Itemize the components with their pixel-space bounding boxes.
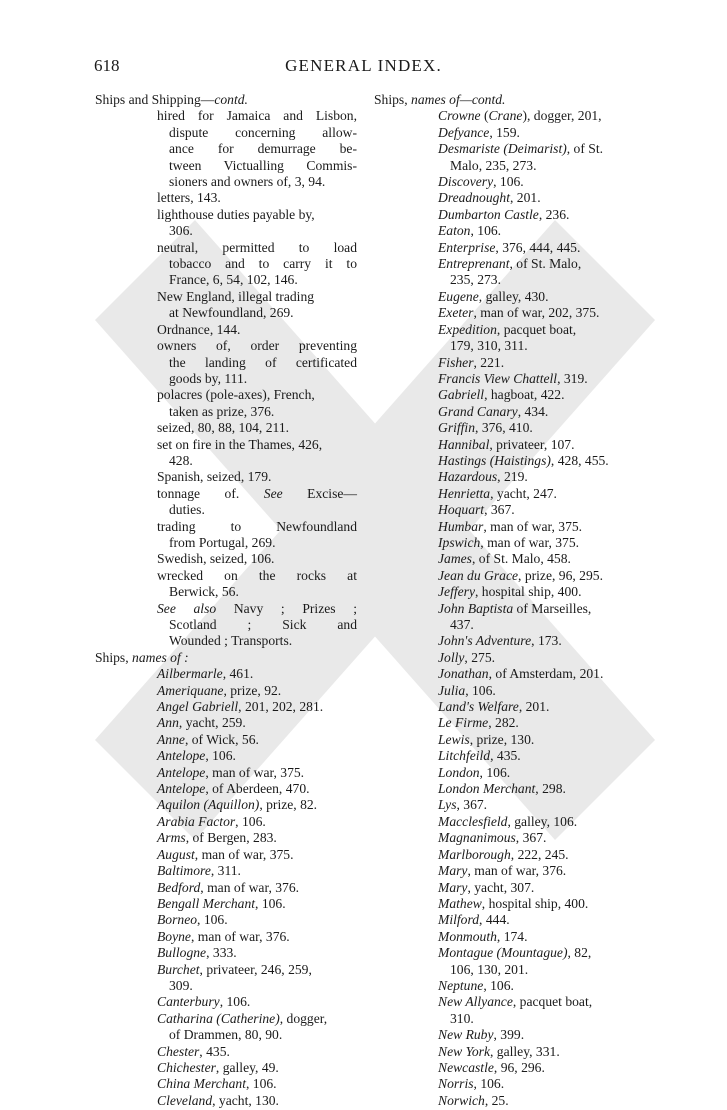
- ship-entry-cont: 235, 273.: [450, 272, 501, 288]
- ship-entry: Bengall Merchant, 106.: [157, 895, 286, 911]
- ship-entry: Canterbury, 106.: [157, 994, 251, 1010]
- index-subentry-cont: dispute concerning allow-: [169, 124, 357, 140]
- running-title: GENERAL INDEX.: [285, 56, 442, 75]
- ship-entry: Dumbarton Castle, 236.: [438, 206, 570, 222]
- ship-entry: Catharina (Catherine), dogger,: [157, 1010, 328, 1026]
- index-subentry: letters, 143.: [157, 190, 221, 206]
- index-subentry-cont: ance for demurrage be-: [169, 141, 357, 157]
- index-see-also-cont: Wounded ; Transports.: [169, 633, 293, 649]
- ship-entry: Burchet, privateer, 246, 259,: [157, 961, 312, 977]
- ship-entry: New Ruby, 399.: [438, 1027, 525, 1043]
- ship-entry: Bullogne, 333.: [157, 945, 237, 961]
- ship-entry: August, man of war, 375.: [157, 846, 294, 862]
- index-subentry-cont: France, 6, 54, 102, 146.: [169, 272, 298, 288]
- ship-entry: Grand Canary, 434.: [438, 403, 549, 419]
- ship-entry: Entreprenant, of St. Malo,: [438, 256, 582, 272]
- ship-entry-cont: 179, 310, 311.: [450, 338, 528, 354]
- ship-entry: Jolly, 275.: [438, 649, 496, 665]
- index-heading: Ships, names of—contd.: [374, 92, 506, 107]
- ship-entry: Montague (Mountague), 82,: [438, 945, 592, 961]
- index-subentry: Ordnance, 144.: [157, 321, 241, 337]
- ship-entry-cont: 309.: [169, 977, 193, 993]
- ship-entry: Angel Gabriell, 201, 202, 281.: [157, 699, 324, 715]
- index-subentry: wrecked on the rocks at: [157, 567, 357, 583]
- ship-entry: Arabia Factor, 106.: [157, 813, 266, 829]
- index-subentry: trading to Newfoundland: [157, 518, 357, 534]
- index-subentry-cont: sioners and owners of, 3, 94.: [169, 174, 326, 190]
- ship-entry: Milford, 444.: [438, 912, 510, 928]
- index-subentry: New England, illegal trading: [157, 288, 315, 304]
- ship-entry-cont: of Drammen, 80, 90.: [169, 1027, 283, 1043]
- ship-entry: Ann, yacht, 259.: [157, 715, 246, 731]
- index-subentry-cont: at Newfoundland, 269.: [169, 305, 294, 321]
- ship-entry: Boyne, man of war, 376.: [157, 928, 290, 944]
- index-subentry: tonnage of. See Excise—: [157, 485, 358, 501]
- index-subentry-cont: duties.: [169, 502, 205, 518]
- ship-entry: James, of St. Malo, 458.: [438, 551, 571, 567]
- ship-entry: Jeffery, hospital ship, 400.: [438, 584, 582, 600]
- ship-entry: Arms, of Bergen, 283.: [157, 830, 277, 846]
- ship-entry: Lys, 367.: [438, 797, 488, 813]
- ship-entry: John's Adventure, 173.: [438, 633, 562, 649]
- ship-entry: Humbar, man of war, 375.: [438, 518, 583, 534]
- ship-entry: London, 106.: [438, 764, 511, 780]
- ship-entry: Marlborough, 222, 245.: [438, 846, 569, 862]
- ship-entry: Expedition, pacquet boat,: [438, 321, 577, 337]
- ship-entry: China Merchant, 106.: [157, 1076, 277, 1092]
- ship-entry: Magnanimous, 367.: [438, 830, 547, 846]
- ship-entry: Macclesfield, galley, 106.: [438, 813, 578, 829]
- ship-entry: Borneo, 106.: [157, 912, 228, 928]
- index-see-also: See also Navy ; Prizes ;: [157, 600, 357, 616]
- ship-entry: Monmouth, 174.: [438, 928, 528, 944]
- ship-entry: Gabriell, hagboat, 422.: [438, 387, 565, 403]
- index-subentry-cont: 428.: [169, 452, 193, 468]
- ship-entry-cont: 106, 130, 201.: [450, 961, 529, 977]
- index-subentry: seized, 80, 88, 104, 211.: [157, 420, 290, 436]
- ship-entry: Hannibal, privateer, 107.: [438, 436, 575, 452]
- ship-entry: Cleveland, yacht, 130.: [157, 1092, 279, 1108]
- ship-entry: Le Firme, 282.: [438, 715, 519, 731]
- ship-entry: New York, galley, 331.: [438, 1043, 560, 1059]
- ship-entry: Fisher, 221.: [438, 354, 505, 370]
- ship-entry: Baltimore, 311.: [157, 863, 241, 879]
- ship-entry: Hoquart, 367.: [438, 502, 515, 518]
- ship-entry: Defyance, 159.: [438, 124, 520, 140]
- ship-entry-cont: Malo, 235, 273.: [450, 157, 537, 173]
- index-column-left: [95, 92, 357, 1109]
- ship-entry: Enterprise, 376, 444, 445.: [438, 239, 581, 255]
- index-column-right: [374, 92, 636, 1109]
- ship-entry: Aquilon (Aquillon), prize, 82.: [157, 797, 318, 813]
- ship-entry: Mary, yacht, 307.: [438, 879, 535, 895]
- index-see-also-cont: Scotland ; Sick and: [169, 617, 357, 632]
- ship-entry: Norwich, 25.: [438, 1092, 509, 1108]
- index-subentry-cont: tween Victualling Commis-: [169, 157, 357, 173]
- ship-entry: Anne, of Wick, 56.: [157, 731, 259, 747]
- ship-entry: Eaton, 106.: [438, 223, 502, 239]
- ship-entry: Francis View Chattell, 319.: [438, 370, 588, 386]
- ship-entry: Ameriquane, prize, 92.: [157, 682, 282, 698]
- index-subentry: Spanish, seized, 179.: [157, 469, 272, 485]
- ship-entry: London Merchant, 298.: [438, 781, 566, 797]
- ship-entry: Hastings (Haistings), 428, 455.: [438, 452, 609, 468]
- ship-entry: Chester, 435.: [157, 1043, 230, 1059]
- index-subentry-cont: the landing of certificated: [169, 354, 357, 370]
- ship-entry-cont: 310.: [450, 1010, 474, 1026]
- ship-entry: Chichester, galley, 49.: [157, 1059, 279, 1075]
- ship-entry: Neptune, 106.: [438, 977, 514, 993]
- ship-entry: John Baptista of Marseilles,: [438, 600, 592, 616]
- ship-entry: Antelope, of Aberdeen, 470.: [157, 781, 310, 797]
- ship-entry: Henrietta, yacht, 247.: [438, 485, 557, 501]
- ship-entry: Crowne (Crane), dogger, 201,: [438, 108, 602, 124]
- index-subentry: hired for Jamaica and Lisbon,: [157, 108, 357, 124]
- ship-entry-cont: 437.: [450, 617, 474, 632]
- ship-entry: Ailbermarle, 461.: [157, 666, 254, 682]
- ship-entry: Mary, man of war, 376.: [438, 863, 567, 879]
- index-subentry-cont: tobacco and to carry it to: [169, 256, 357, 272]
- index-subentry-cont: from Portugal, 269.: [169, 534, 276, 550]
- ship-entry: Antelope, 106.: [157, 748, 236, 764]
- ship-entry: Julia, 106.: [438, 682, 496, 698]
- ship-entry: Ipswich, man of war, 375.: [438, 534, 580, 550]
- ship-entry: Mathew, hospital ship, 400.: [438, 895, 589, 911]
- index-subentry: neutral, permitted to load: [157, 239, 357, 255]
- index-subentry: lighthouse duties payable by,: [157, 206, 315, 222]
- ship-entry: Newcastle, 96, 296.: [438, 1059, 545, 1075]
- ship-entry: Antelope, man of war, 375.: [157, 764, 305, 780]
- index-subentry: owners of, order preventing: [157, 338, 357, 354]
- index-subentry: Swedish, seized, 106.: [157, 551, 275, 567]
- index-subentry-cont: goods by, 111.: [169, 370, 248, 386]
- ship-entry: Griffin, 376, 410.: [438, 420, 533, 436]
- ship-entry: Jonathan, of Amsterdam, 201.: [438, 666, 604, 682]
- ship-entry: Discovery, 106.: [438, 174, 524, 190]
- ship-entry: Bedford, man of war, 376.: [157, 879, 300, 895]
- index-subentry-cont: taken as prize, 376.: [169, 403, 275, 419]
- ship-entry: Lewis, prize, 130.: [438, 731, 535, 747]
- index-heading: Ships, names of :: [95, 649, 189, 665]
- ship-entry: Dreadnought, 201.: [438, 190, 541, 206]
- ship-entry: New Allyance, pacquet boat,: [438, 994, 593, 1010]
- ship-entry: Norris, 106.: [438, 1076, 505, 1092]
- ship-entry: Exeter, man of war, 202, 375.: [438, 305, 600, 321]
- ship-entry: Litchfeild, 435.: [438, 748, 521, 764]
- index-heading: Ships and Shipping—contd.: [95, 92, 248, 107]
- page-header: [0, 56, 727, 86]
- ship-entry: Hazardous, 219.: [438, 469, 528, 485]
- ship-entry: Eugene, galley, 430.: [438, 288, 549, 304]
- ship-entry: Desmariste (Deimarist), of St.: [438, 141, 604, 157]
- index-subentry: set on fire in the Thames, 426,: [157, 436, 323, 452]
- index-subentry-cont: Berwick, 56.: [169, 584, 239, 600]
- index-subentry: polacres (pole-axes), French,: [157, 387, 315, 403]
- ship-entry: Land's Welfare, 201.: [438, 699, 550, 715]
- ship-entry: Jean du Grace, prize, 96, 295.: [438, 567, 603, 583]
- page-number: 618: [94, 56, 120, 75]
- index-subentry-cont: 306.: [169, 223, 193, 239]
